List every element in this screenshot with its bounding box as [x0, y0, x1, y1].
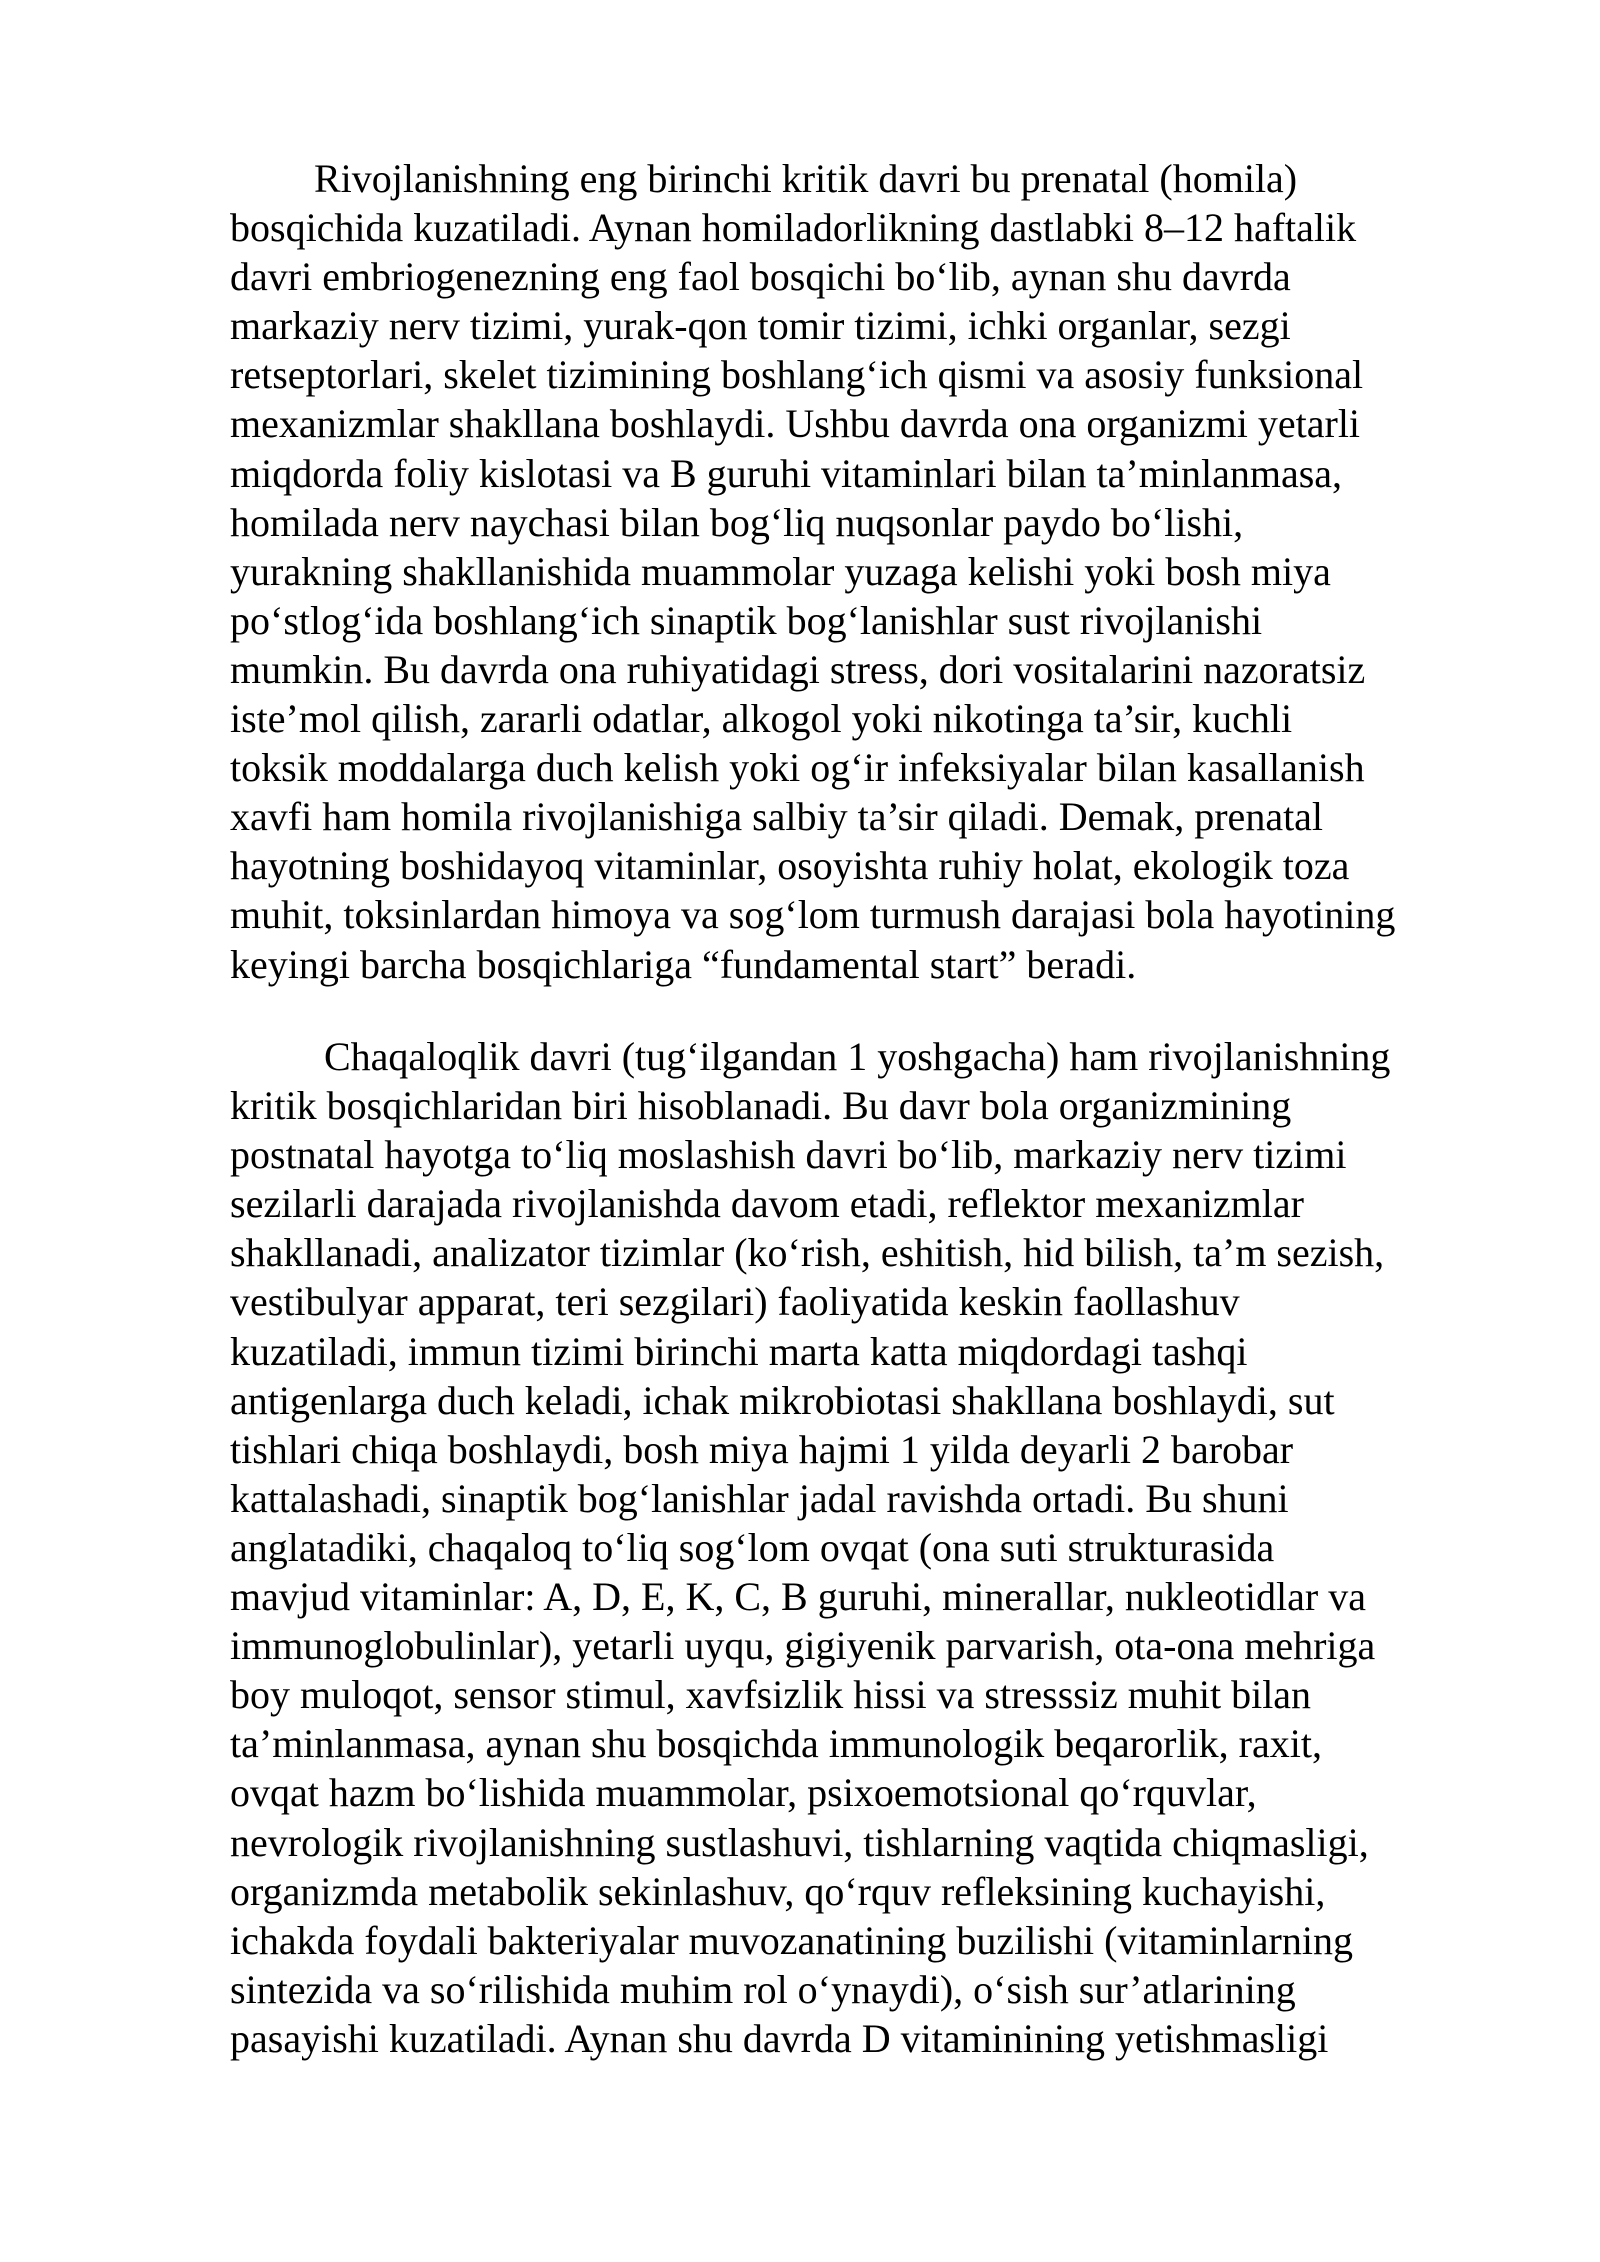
text-line: miqdorda foliy kislotasi va B guruhi vitaminlari bilan ta’minlanmasa,	[230, 450, 1343, 496]
text-line: hayotning boshidayoq vitaminlar, osoyishta ruhiy holat, ekologik toza	[230, 843, 1350, 889]
text-line: organizmda metabolik sekinlashuv, qo‘rquv refleksining kuchayishi,	[230, 1868, 1326, 1914]
text-line: mexanizmlar shakllana boshlaydi. Ushbu davrda ona organizmi yetarli	[230, 401, 1361, 447]
text-line: Rivojlanishning eng birinchi kritik davri bu prenatal (homila)	[314, 156, 1298, 201]
text-line: sezilarli darajada rivojlanishda davom etadi, reflektor mexanizmlar	[230, 1181, 1304, 1227]
text-line: anglatadiki, chaqaloq to‘liq sog‘lom ovqat (ona suti strukturasida	[230, 1524, 1275, 1570]
text-line: shakllanadi, analizator tizimlar (ko‘rish, eshitish, hid bilish, ta’m sezish,	[230, 1230, 1385, 1276]
text-line: postnatal hayotga to‘liq moslashish davri bo‘lib, markaziy nerv tizimi	[230, 1132, 1347, 1178]
text-line: iste’mol qilish, zararli odatlar, alkogol yoki nikotinga ta’sir, kuchli	[230, 696, 1293, 742]
text-line: retseptorlari, skelet tizimining boshlang‘ich qismi va asosiy funksional	[230, 352, 1364, 398]
text-line: homilada nerv naychasi bilan bog‘liq nuqsonlar paydo bo‘lishi,	[230, 499, 1244, 545]
text-line: boy muloqot, sensor stimul, xavfsizlik hissi va stresssiz muhit bilan	[230, 1672, 1312, 1718]
text-line: mumkin. Bu davrda ona ruhiyatidagi stress, dori vositalarini nazoratsiz	[230, 646, 1366, 692]
text-line: mavjud vitaminlar: A, D, E, K, C, B guruhi, minerallar, nukleotidlar va	[230, 1574, 1366, 1620]
text-line: toksik moddalarga duch kelish yoki og‘ir infeksiyalar bilan kasallanish	[230, 745, 1365, 791]
text-line: ta’minlanmasa, aynan shu bosqichda immunologik beqarorlik, raxit,	[230, 1721, 1322, 1767]
text-line: muhit, toksinlardan himoya va sog‘lom turmush darajasi bola hayotining	[230, 892, 1396, 938]
text-line: kattalashadi, sinaptik bog‘lanishlar jadal ravishda ortadi. Bu shuni	[230, 1475, 1289, 1521]
text-line: ichakda foydali bakteriyalar muvozanatining buzilishi (vitaminlarning	[230, 1917, 1353, 1963]
text-line: nevrologik rivojlanishning sustlashuvi, tishlarning vaqtida chiqmasligi,	[230, 1819, 1369, 1865]
text-line: kritik bosqichlaridan biri hisoblanadi. Bu davr bola organizmining	[230, 1083, 1292, 1129]
text-line: xavfi ham homila rivojlanishiga salbiy ta’sir qiladi. Demak, prenatal	[230, 794, 1324, 840]
text-line: po‘stlog‘ida boshlang‘ich sinaptik bog‘lanishlar sust rivojlanishi	[230, 597, 1263, 643]
text-line: yurakning shakllanishida muammolar yuzaga kelishi yoki bosh miya	[230, 548, 1331, 594]
paragraph-infancy	[230, 1032, 1500, 2063]
text-line: pasayishi kuzatiladi. Aynan shu davrda D vitaminining yetishmasligi	[230, 2015, 1329, 2061]
text-line: bosqichida kuzatiladi. Aynan homiladorlikning dastlabki 8–12 haftalik	[230, 205, 1357, 251]
text-line: vestibulyar apparat, teri sezgilari) faoliyatida keskin faollashuv	[230, 1279, 1240, 1325]
text-line: ovqat hazm bo‘lishida muammolar, psixoemotsional qo‘rquvlar,	[230, 1770, 1257, 1816]
text-line: sintezida va so‘rilishida muhim rol o‘ynaydi), o‘sish sur’atlarining	[230, 1966, 1296, 2012]
text-line: markaziy nerv tizimi, yurak-qon tomir tizimi, ichki organlar, sezgi	[230, 303, 1291, 349]
text-line: antigenlarga duch keladi, ichak mikrobiotasi shakllana boshlaydi, sut	[230, 1377, 1335, 1423]
text-line: tishlari chiqa boshlaydi, bosh miya hajmi 1 yilda deyarli 2 barobar	[230, 1426, 1294, 1472]
paragraph-prenatal	[230, 154, 1500, 989]
text-line: keyingi barcha bosqichlariga “fundamental start” beradi.	[230, 941, 1137, 987]
text-line: kuzatiladi, immun tizimi birinchi marta katta miqdordagi tashqi	[230, 1328, 1248, 1374]
text-line: immunoglobulinlar), yetarli uyqu, gigiyenik parvarish, ota-ona mehriga	[230, 1623, 1376, 1669]
text-line: Chaqaloqlik davri (tug‘ilgandan 1 yoshgacha) ham rivojlanishning	[324, 1034, 1391, 1079]
text-line: davri embriogenezning eng faol bosqichi bo‘lib, aynan shu davrda	[230, 254, 1291, 300]
